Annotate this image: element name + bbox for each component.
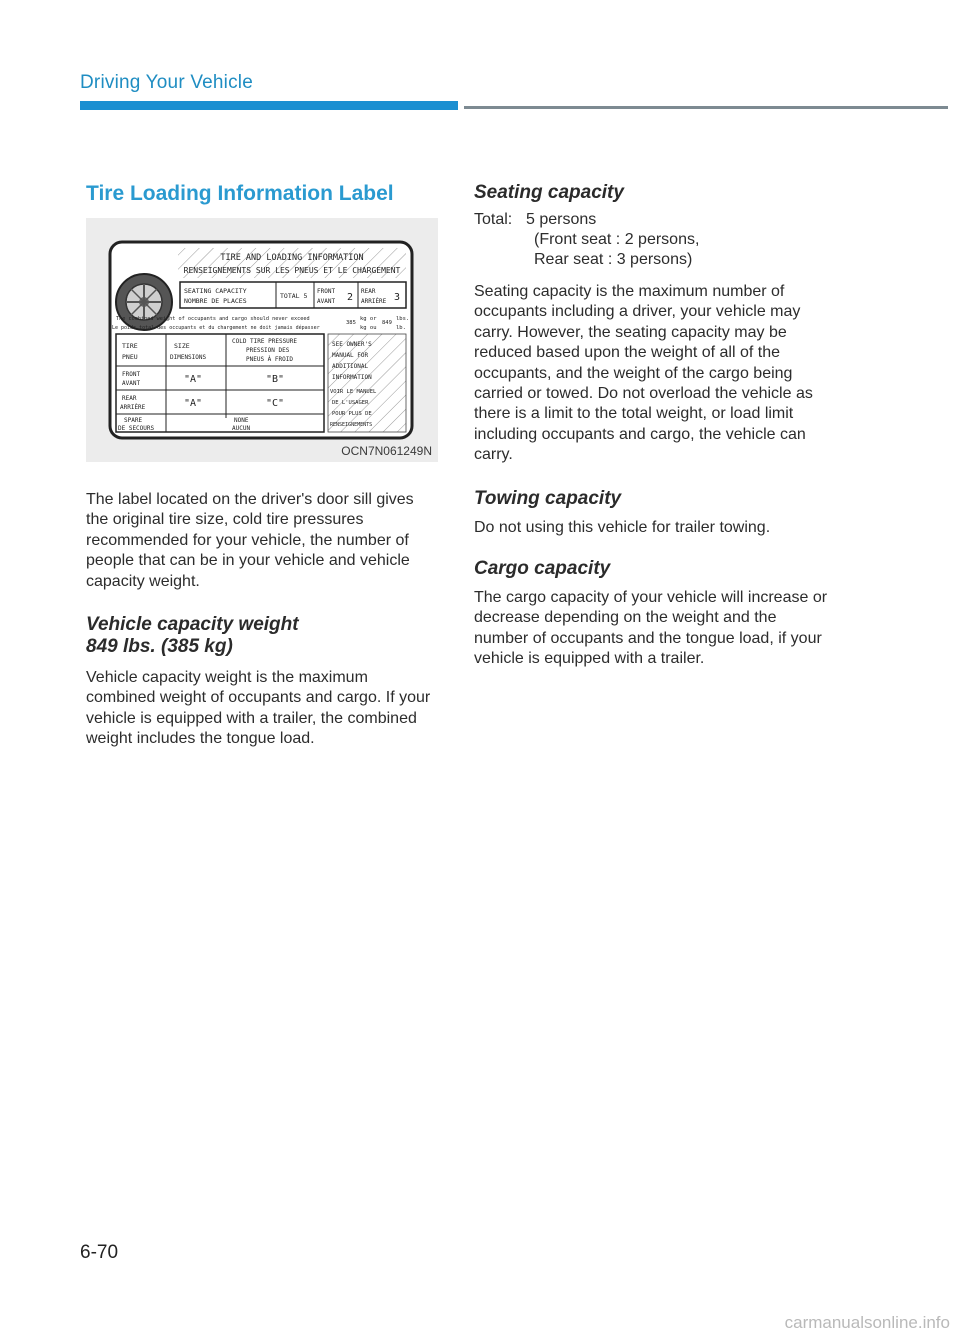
seating-total-key: Total:	[474, 211, 513, 228]
label-intro-text: The label located on the driver's door sill gives the original tire size, cold tire pressures recommended for your vehicle, the number of people that can be in your vehicle and vehicle capacity weight.	[86, 491, 414, 590]
vehicle-capacity-heading-line1: Vehicle capacity weight	[86, 614, 299, 636]
seating-rear-detail: Rear seat : 3 persons)	[534, 251, 693, 268]
section-header-title: Driving Your Vehicle	[80, 72, 253, 93]
label-tire-en: TIRE	[122, 342, 138, 350]
label-front-fr: AVANT	[317, 298, 336, 305]
label-rear-pressure: "C"	[266, 398, 285, 409]
tire-loading-heading: Tire Loading Information Label	[86, 182, 394, 205]
label-side-3: ADDITIONAL	[332, 363, 369, 370]
label-none-en: NONE	[234, 417, 249, 424]
label-seating-en: SEATING CAPACITY	[184, 287, 247, 295]
label-side-6: DE L'USAGER	[332, 400, 369, 406]
label-front-row-en: FRONT	[122, 371, 141, 378]
label-front-count: 2	[347, 292, 354, 303]
seating-total-value: 5 persons	[526, 211, 597, 228]
vehicle-capacity-text: Vehicle capacity weight is the maximum combined weight of occupants and cargo. If your vehicle is equipped with a trailer, the combined weight includes the tongue load.	[86, 669, 431, 748]
label-cold-2: PRESSION DES	[246, 347, 290, 354]
label-front-size: "A"	[184, 374, 203, 385]
label-side-1: SEE OWNER'S	[332, 341, 372, 348]
label-title-en: TIRE AND LOADING INFORMATION	[220, 253, 364, 263]
label-spare-fr: DE SECOURS	[118, 425, 155, 432]
vehicle-capacity-heading-line2: 849 lbs. (385 kg)	[86, 636, 233, 658]
label-side-4: INFORMATION	[332, 374, 372, 381]
label-size-fr: DIMENSIONS	[170, 354, 207, 361]
page-number: 6-70	[80, 1242, 119, 1263]
label-size-en: SIZE	[174, 342, 190, 350]
label-total: TOTAL 5	[280, 292, 308, 300]
towing-capacity-text: Do not using this vehicle for trailer towing.	[474, 518, 771, 536]
seating-capacity-heading: Seating capacity	[474, 182, 624, 203]
label-rear-fr: ARRIÈRE	[361, 298, 387, 305]
watermark-text: carmanualsonline.info	[784, 1313, 950, 1332]
cargo-capacity-heading: Cargo capacity	[474, 558, 611, 580]
tire-label-illustration	[108, 240, 414, 440]
label-combined-en: The combined weight of occupants and cargo should never exceed	[116, 316, 310, 322]
label-rear-en: REAR	[361, 288, 376, 295]
cargo-capacity-text: The cargo capacity of your vehicle will increase or decrease depending on the weight and the number of occupants and the tongue load, if your vehicle is equipped with a trailer.	[474, 589, 828, 668]
left-column	[86, 180, 438, 750]
label-rear-count: 3	[394, 292, 401, 303]
label-kg-ou: kg ou	[360, 325, 377, 331]
label-cold-3: PNEUS À FROID	[246, 356, 293, 363]
label-kg-value: 385	[346, 320, 356, 326]
label-rear-row-en: REAR	[122, 395, 137, 402]
towing-capacity-heading: Towing capacity	[474, 487, 622, 509]
label-lbs: lbs.	[396, 316, 410, 322]
label-spare-en: SPARE	[124, 417, 143, 424]
seating-front-detail: (Front seat : 2 persons,	[534, 231, 700, 248]
label-front-pressure: "B"	[266, 374, 285, 385]
label-kg-or: kg or	[360, 316, 377, 322]
figure-code: OCN7N061249N	[341, 444, 432, 458]
label-side-8: RENSEIGNEMENTS	[330, 422, 373, 428]
label-combined-fr: Le poids total des occupants et du chargement ne doit jamais dépasser	[112, 325, 320, 331]
label-rear-row-fr: ARRIÈRE	[120, 404, 146, 411]
label-title-fr: RENSEIGNEMENTS SUR LES PNEUS ET LE CHARGEMENT	[183, 266, 401, 275]
seating-total-block	[474, 210, 834, 270]
label-lbs-value: 849	[382, 320, 392, 326]
header-rule-accent	[80, 101, 458, 110]
seating-capacity-text: Seating capacity is the maximum number of occupants including a driver, your vehicle may carry. However, the seating capacity may be reduced based upon the weight of all of the occupants, and the weight of the cargo being carried or towed. Do not overload the vehicle as there is a limit to the total weight, or load limit including occupants and cargo, the vehicle can carry.	[474, 283, 813, 464]
label-rear-size: "A"	[184, 398, 203, 409]
label-side-2: MANUAL FOR	[332, 352, 369, 359]
label-none-fr: AUCUN	[232, 425, 251, 432]
label-side-5: VOIR LE MANUEL	[330, 389, 377, 395]
right-column	[474, 180, 834, 670]
label-front-row-fr: AVANT	[122, 380, 141, 387]
label-front-en: FRONT	[317, 288, 336, 295]
label-tire-fr: PNEU	[122, 353, 138, 361]
tire-label-figure	[86, 218, 438, 462]
label-seating-fr: NOMBRE DE PLACES	[184, 297, 247, 305]
label-side-7: POUR PLUS DE	[332, 411, 372, 417]
header-rule	[464, 106, 948, 109]
label-lb: lb.	[396, 325, 406, 331]
label-cold-1: COLD TIRE PRESSURE	[232, 338, 298, 345]
